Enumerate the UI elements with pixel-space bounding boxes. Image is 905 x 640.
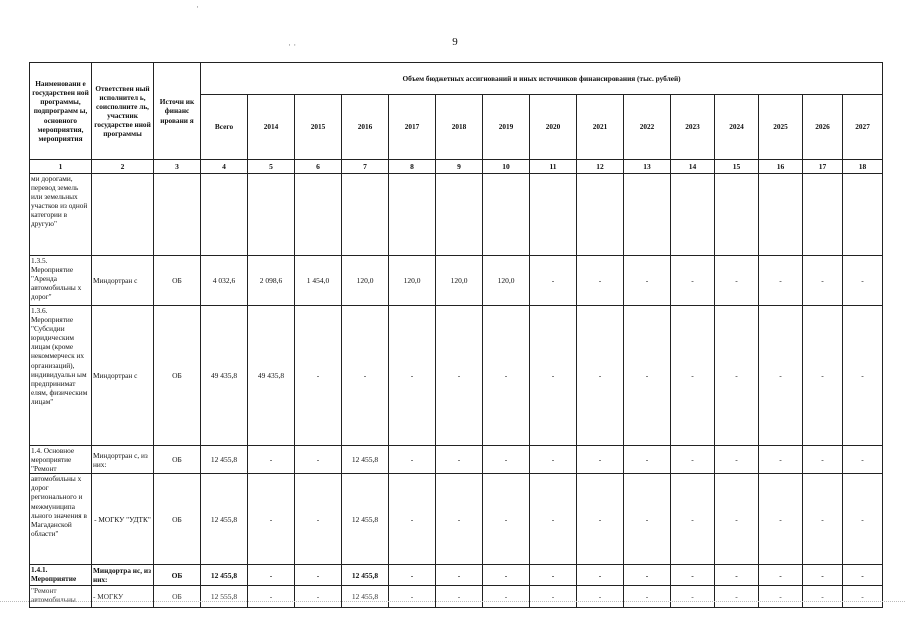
year-value-cell: - [483, 586, 530, 608]
year-value-cell: - [803, 446, 843, 474]
year-value-cell: - [483, 306, 530, 446]
year-value-cell: 120,0 [389, 256, 436, 306]
year-value-cell [624, 174, 671, 256]
year-value-cell: 120,0 [483, 256, 530, 306]
header-year: 2019 [483, 95, 530, 160]
year-value-cell: - [715, 306, 759, 446]
program-name-cell: 1.3.5. Мероприятие "Аренда автомобильны х дорог" [30, 256, 92, 306]
table-row [30, 586, 883, 608]
year-value-cell: - [483, 474, 530, 565]
year-value-cell: - [436, 306, 483, 446]
year-value-cell [803, 174, 843, 256]
program-name-cell: 1.3.6. Мероприятие "Субсидии юридическим лицам (кроме некоммерческ их организаций), индивидуальн ым предпринимат елям, физическим лицам" [30, 306, 92, 446]
column-number: 14 [671, 160, 715, 174]
header-year: 2026 [803, 95, 843, 160]
year-value-cell: - [483, 446, 530, 474]
year-value-cell: - [295, 474, 342, 565]
year-value-cell: - [759, 256, 803, 306]
scan-mark: · · [288, 40, 297, 50]
executor-cell: Миндортра нс, из них: [92, 565, 154, 586]
year-value-cell: - [530, 565, 577, 586]
year-value-cell: - [759, 586, 803, 608]
year-value-cell: - [715, 446, 759, 474]
year-value-cell: - [803, 565, 843, 586]
year-value-cell: 12 455,8 [342, 446, 389, 474]
year-value-cell: - [715, 565, 759, 586]
column-number: 3 [154, 160, 201, 174]
year-value-cell: - [389, 565, 436, 586]
year-value-cell: - [624, 256, 671, 306]
year-value-cell: - [577, 565, 624, 586]
column-number: 6 [295, 160, 342, 174]
column-number: 1 [30, 160, 92, 174]
header-year: 2024 [715, 95, 759, 160]
year-value-cell: - [624, 586, 671, 608]
column-number: 11 [530, 160, 577, 174]
column-number: 4 [201, 160, 248, 174]
year-value-cell: - [389, 474, 436, 565]
total-cell: 12 455,8 [201, 446, 248, 474]
year-value-cell: - [671, 565, 715, 586]
year-value-cell [248, 174, 295, 256]
table-row [30, 565, 883, 586]
year-value-cell: - [389, 586, 436, 608]
column-number: 13 [624, 160, 671, 174]
year-value-cell: 12 455,8 [342, 474, 389, 565]
year-value-cell: - [248, 446, 295, 474]
year-value-cell: - [715, 256, 759, 306]
year-value-cell: - [248, 565, 295, 586]
year-value-cell: - [342, 306, 389, 446]
year-value-cell: - [803, 586, 843, 608]
header-program-name: Наименовани е государствен ной программы, подпрограмм ы, основного мероприятия, мероприятия [30, 63, 92, 160]
table-row [30, 174, 883, 256]
program-name-cell: ми дорогами, перевод земель или земельных участков из одной категории в другую" [30, 174, 92, 256]
year-value-cell: - [715, 586, 759, 608]
funding-source-cell: ОБ [154, 306, 201, 446]
header-year: 2027 [843, 95, 883, 160]
program-name-cell: 1.4.1. Мероприятие [30, 565, 92, 586]
executor-cell [92, 174, 154, 256]
year-value-cell: - [843, 474, 883, 565]
year-value-cell: - [530, 306, 577, 446]
table-row [30, 474, 883, 565]
program-name-cell: автомобильны х дорог регионального и межмуниципа льного значения в Магаданской области" [30, 474, 92, 565]
column-number: 10 [483, 160, 530, 174]
year-value-cell: - [530, 446, 577, 474]
scan-noise-line [0, 601, 905, 604]
year-value-cell: - [530, 474, 577, 565]
total-cell: 12 555,8 [201, 586, 248, 608]
funding-source-cell: ОБ [154, 586, 201, 608]
executor-cell: - МОГКУ [92, 586, 154, 608]
year-value-cell [577, 174, 624, 256]
table-row [30, 256, 883, 306]
year-value-cell: - [843, 446, 883, 474]
year-value-cell: - [577, 306, 624, 446]
table-row [30, 446, 883, 474]
year-value-cell: - [483, 565, 530, 586]
year-value-cell: - [295, 565, 342, 586]
year-value-cell: - [843, 256, 883, 306]
year-value-cell: - [843, 565, 883, 586]
page-number: 9 [452, 36, 458, 48]
funding-source-cell: ОБ [154, 565, 201, 586]
total-cell: 12 455,8 [201, 474, 248, 565]
year-value-cell: - [577, 446, 624, 474]
year-value-cell: - [759, 446, 803, 474]
column-number: 18 [843, 160, 883, 174]
year-value-cell [530, 174, 577, 256]
year-value-cell: - [803, 306, 843, 446]
funding-source-cell [154, 174, 201, 256]
program-name-cell: "Ремонт автомобильны [30, 586, 92, 608]
header-year: 2014 [248, 95, 295, 160]
total-cell: 49 435,8 [201, 306, 248, 446]
year-value-cell: - [295, 306, 342, 446]
header-year: 2015 [295, 95, 342, 160]
header-year: 2025 [759, 95, 803, 160]
year-value-cell: - [759, 474, 803, 565]
year-value-cell: - [436, 446, 483, 474]
year-value-cell: 1 454,0 [295, 256, 342, 306]
year-value-cell: - [624, 446, 671, 474]
funding-source-cell: ОБ [154, 474, 201, 565]
column-number: 17 [803, 160, 843, 174]
year-value-cell: - [671, 306, 715, 446]
year-value-cell: - [715, 474, 759, 565]
column-number: 2 [92, 160, 154, 174]
year-value-cell [671, 174, 715, 256]
year-value-cell: - [530, 256, 577, 306]
table-row [30, 306, 883, 446]
scan-mark: · [196, 2, 199, 12]
executor-cell: - МОГКУ "УДТК" [92, 474, 154, 565]
executor-cell: Миндортран с [92, 256, 154, 306]
year-value-cell: - [248, 474, 295, 565]
year-value-cell [295, 174, 342, 256]
year-value-cell: - [759, 306, 803, 446]
year-value-cell: - [389, 446, 436, 474]
column-number: 5 [248, 160, 295, 174]
column-number: 15 [715, 160, 759, 174]
year-value-cell: - [436, 586, 483, 608]
year-value-cell [342, 174, 389, 256]
column-number: 9 [436, 160, 483, 174]
year-value-cell: - [389, 306, 436, 446]
year-value-cell: - [577, 256, 624, 306]
year-value-cell: - [295, 586, 342, 608]
year-value-cell: - [577, 586, 624, 608]
year-value-cell [715, 174, 759, 256]
header-total: Всего [201, 95, 248, 160]
year-value-cell: - [436, 474, 483, 565]
year-value-cell: - [671, 586, 715, 608]
year-value-cell: - [843, 586, 883, 608]
header-year: 2020 [530, 95, 577, 160]
year-value-cell: - [295, 446, 342, 474]
year-value-cell: - [624, 474, 671, 565]
year-value-cell: - [843, 306, 883, 446]
year-value-cell [759, 174, 803, 256]
executor-cell: Миндортран с [92, 306, 154, 446]
year-value-cell: 120,0 [436, 256, 483, 306]
funding-source-cell: ОБ [154, 256, 201, 306]
year-value-cell [483, 174, 530, 256]
total-cell [201, 174, 248, 256]
program-name-cell: 1.4. Основное мероприятие "Ремонт [30, 446, 92, 474]
column-number: 12 [577, 160, 624, 174]
year-value-cell: 49 435,8 [248, 306, 295, 446]
executor-cell: Миндортран с, из них: [92, 446, 154, 474]
year-value-cell [389, 174, 436, 256]
year-value-cell [436, 174, 483, 256]
total-cell: 12 455,8 [201, 565, 248, 586]
year-value-cell: - [671, 474, 715, 565]
header-year: 2016 [342, 95, 389, 160]
column-number: 16 [759, 160, 803, 174]
header-year: 2021 [577, 95, 624, 160]
year-value-cell: - [530, 586, 577, 608]
header-executor: Ответствен ный исполнител ь, соисполните ль, участник государстве нной программы [92, 63, 154, 160]
header-year: 2023 [671, 95, 715, 160]
funding-source-cell: ОБ [154, 446, 201, 474]
year-value-cell: - [624, 565, 671, 586]
header-year: 2022 [624, 95, 671, 160]
header-funding-volume: Объем бюджетных ассигнований и иных источников финансирования (тыс. рублей) [201, 63, 883, 95]
header-year: 2018 [436, 95, 483, 160]
header-year: 2017 [389, 95, 436, 160]
total-cell: 4 032,6 [201, 256, 248, 306]
header-funding-source: Источн ик финанс ировани я [154, 63, 201, 160]
column-number: 7 [342, 160, 389, 174]
budget-table [29, 62, 883, 608]
year-value-cell: - [671, 256, 715, 306]
year-value-cell: 120,0 [342, 256, 389, 306]
year-value-cell: - [248, 586, 295, 608]
year-value-cell: - [803, 474, 843, 565]
year-value-cell [843, 174, 883, 256]
year-value-cell: - [671, 446, 715, 474]
year-value-cell: 2 098,6 [248, 256, 295, 306]
year-value-cell: 12 455,8 [342, 565, 389, 586]
year-value-cell: - [803, 256, 843, 306]
year-value-cell: - [759, 565, 803, 586]
year-value-cell: - [577, 474, 624, 565]
column-number: 8 [389, 160, 436, 174]
year-value-cell: 12 455,8 [342, 586, 389, 608]
year-value-cell: - [436, 565, 483, 586]
year-value-cell: - [624, 306, 671, 446]
